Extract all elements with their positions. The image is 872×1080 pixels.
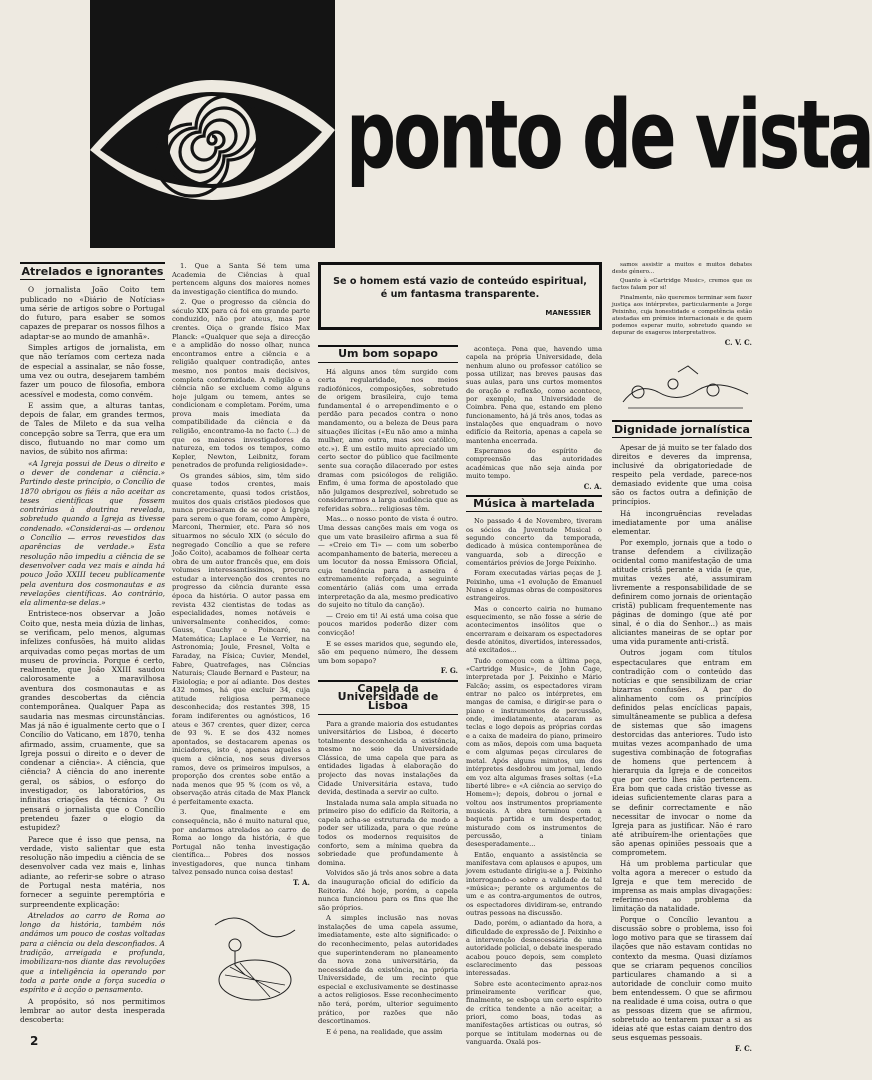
capela-title: Capela da Universidade de Lisboa (318, 680, 458, 715)
musica-title: Música à martelada (466, 495, 602, 512)
cartoon-illustration (618, 362, 753, 414)
musica-paragraph: Tudo começou com a última peça, «Cartridge Music», de John Cage, interpretada por J. Peixinho e Mário Falcão; assim, os espectadores viram entrar no palco os intérpretes, em mangas de camisa, e dirigir-se para o piano e instrumentos de percussão, onde, imediatamente, atacaram as teclas e logo depois as próprias cordas e a caixa de madeira do piano, primeiro com as mãos, depois com uma baqueta e com algumas peças circulares de metal. Após alguns minutos, um dos intérpretes desdobrou um jornal, lendo em voz alta algumas frases soltas («La liberté libre» e «A ciência ao serviço do Homem»); depois, dobrou o jornal e voltou aos instrumentos propriamente musicais. A obra terminou com a baqueta partida e um despertador, misturado com os instrumentos de percussão, a tiniam desesperadamente... (466, 656, 602, 849)
article-dignidade (612, 420, 752, 1057)
capela-paragraph: Para a grande maioria dos estudantes universitários de Lisboa, é decerto totalmente desconhecida a existência, mesmo no seio da Universidade Clássica, de uma capela que para as entidades ligadas à elaboração do projecto das novas instalações da Cidade Universitária estava, tudo devida, destinada a servir ao culto. (318, 719, 458, 797)
quote-box (318, 262, 602, 330)
article-musica-continued (612, 262, 752, 351)
col3b-signature: C. A. (583, 481, 602, 491)
quote-author: MANESSIER (545, 309, 591, 317)
atrelados-paragraph: E assim que, a alturas tantas, depois de falar, em grandes termos, de Tales de Mileto e da sua velha concepção sobre sa Terra, que era um disco, flutuando no mar como um navios, de súbito nos afirma: (20, 400, 165, 457)
dignidade-paragraph: Há incongruências reveladas imediatamente por uma análise elementar. (612, 508, 752, 536)
sopapo-paragraph: — Creio em ti! Ai está uma coisa que poucos maridos poderão dizer com convicção! (318, 611, 458, 637)
atrelados-paragraph: O jornalista João Coito tem publicado no «Diário de Notícias» uma série de artigos sobre o Portugal do futuro, para esaber se somos capazes de preparar os nossos filhos a adaptar-se ao mundo de amanhã». (20, 285, 165, 341)
eye-spiral-logo (90, 0, 335, 248)
dignidade-paragraph: Há um problema particular que volta agora a merecer o estudo da Igreja e que tem merecido de imprensa as mais amplas divagações: referimo-nos ao problema da limitação da natalidade. (612, 858, 752, 914)
musica-paragraph: Sobre este acontecimento apraz-nos primeiramente verificar que, finalmente, se esboça um certo espírito de crítica tendente a não aceitar, a priori, como boas, todas as manifestações artísticas ou outras, só porque se intitulam modernas ou de vanguarda. Oxalá pos- (466, 979, 602, 1047)
col2-paragraph: 2. Que o progresso da ciência do século XIX para cá foi em grande parte conduzido, não por ateus, mas por crentes. Oiça o grande físico Max Planck: «Qualquer que seja a direcção e a amplidão do nosso olhar, nunca encontramos entre a ciência e a religião qualquer contradição, antes mesmo, nos pontos mais decisivos, completa conformidade. A religião e a ciência não se excluem como alguns hoje julgam ou temem, antes se condicionam e completam. Porém, uma prova mais imediata da compatibilidade da ciência e da religião, encontramo-la no facto (...) de que os maiores investigadores da natureza, em todos os tempos, como Kepler, Newton, Leibnitz, foram penetrados de profunda religiosidade». (172, 298, 310, 470)
eye-icon (90, 0, 335, 248)
sketch-illustration (205, 905, 305, 1020)
musica-paragraph: Então, enquanto a assistência se manifestava com aplausos e apupos, um jovem estudante dirigiu-se a J. Peixinho interrogando-o sobre a validade de tal «música»; perante os argumentos de um e as contra-argumentos de outros, os espectadores dividiram-se, entrando outras pessoas na discussão. (466, 850, 602, 917)
musica-paragraph: No passado 4 de Novembro, tiveram os sócios da Juventude Musical o segundo concerto da temporada, dedicado à música contemporânea de vanguarda, sob a direcção e comentários prévios de Jorge Peixinho. (466, 517, 602, 567)
col2-paragraph: 1. Que a Santa Sé tem uma Academia de Ciências à qual pertencem alguns dos maiores nomes da investigação científica do mundo. (172, 262, 310, 296)
col3b-paragraph: aconteça. Pena que, havendo uma capela na própria Universidade, dela nenhum aluno ou professor católico se possa utilizar, nas breves pausas das suas aulas, para uns curtos momentos de oração e reflexão, como acontece, por exemplo, na Universidade de Coimbra. Pena que, estando em pleno funcionamento, há já três anos, todas as instalações que enquadram o novo edifício da Reitoria, apenas a capela se mantenha encerrada. (466, 345, 602, 445)
dignidade-paragraph: Por exemplo, jornais que a todo o transe defendem a civilização ocidental como manifestação de uma atitude cristã perante a vida (e que, muitas vezes até, assumiram livremente a responsabilidade de se definirem como jornais de orientação cristã) publicam frequentemente nas páginas de domingo (que até por sinal, é o dia do Senhor...) as mais aliciantes maneiras de se optar por uma vida puramente anti-cristã. (612, 537, 752, 647)
atrelados-quote: «A Igreja possui de Deus o direito e o dever de condenar a ciência.» Partindo deste princípio, o Concílio de 1870 obrigou os fiéis a não aceitar as teses científicas que fossem contrárias à doutrina revelada, sobretudo quando a Igreja as tivesse condenado. «Considerai-as — ordenou o Concílio — erros revestidos das aparências de verdade.» Esta resolução não impediu a ciência de se desenvolver cada vez mais e ainda há pouco João XXIII teceu publicamente pela aventura dos cosmonautas e as revelações científicas. Ao contrário, ela alimenta-se delas.» (20, 458, 165, 608)
atrelados-paragraph: Simples artigos de jornalista, em que não teríamos com certeza nada de especial a assinalar, se não fosse, uma vez ou outra, desejarem também fazer um pouco de filosofia, embora acessível e modesta, como convém. (20, 343, 165, 399)
sopapo-paragraph: Mas... o nosso ponto de vista é outro. Uma dessas canções mais em voga os que um vate brasileiro afirma a sua fé — «Creio em Ti» — com um soberbo acompanhamento de bateria, mereceu a um locutor da nossa Emissora Oficial, cuja tendência para a asneira é extremamente reforçada, a seguinte comentário (aliás com uma errada interpretação da ala, mesmo predicativo do sujeito no título da canção). (318, 515, 458, 610)
atrelados-quote: Atrelados ao carro de Roma ao longo da história, também nós andámos um pouco de costas voltadas para a ciência ou dela desconfiados. A tradição, arreigada e profunda, imobilizara-nos diante das revoluções que a inteligência ia operando por toda a parte onde a força sucedia o espírito e à acção o pensamento. (20, 910, 165, 995)
atrelados-paragraph: Parece que é isso que pensa, na verdade, visto salientar que esta resolução não impediu a ciência de se desenvolver cada vez mais e, linhas adiante, ao referir-se sobre o atraso de Portugal nesta matéria, nos fornecer a seguinte peremptória e surpreendente explicação: (20, 834, 165, 909)
col3b-paragraph: Esperamos do espírito de compreensão das autoridades académicas que não seja ainda por muito tempo. (466, 447, 602, 481)
dignidade-signature: F. C. (734, 1044, 752, 1054)
col2-paragraph: 3. Que, finalmente e em consequência, não é muito natural que, por andarmos atrelados ao carro de Roma ao longo da história, é que Portugal não tenha investigação científica... Pobres dos nossos investigadores, que nunca tinham talvez pensado nunca coisa destas! (172, 808, 310, 877)
col4-paragraph: Finalmente, não queremos terminar sem fazer justiça aos intérpretes, particularmente a Jorge Peixinho, cuja honestidade e competência estão atestadas em prémios internacionais e de quem podemos esperar muito, sobretudo quando se depurar de exageros interpretativos. (612, 294, 752, 337)
masthead-title: ponto de vista (346, 79, 872, 191)
article-atrelados-continued (172, 262, 310, 892)
musica-paragraph: Foram executadas várias peças de J. Peixinho, uma «1 evolução de Emanuel Nunes e algumas obras de compositores estrangeiros. (466, 569, 602, 603)
capela-paragraph: E é pena, na realidade, que assim (326, 1027, 443, 1036)
atrelados-paragraph: Entristece-nos observar a João Coito que, nesta meia dúzia de linhas, se verificam, pelo menos, algumas infelizes confusões, há muito alidas arquivadas como peças mortas de um museu de província. Porque é certo, realmente, que João XXIII saudou calorosamente a maravilhosa aventura dos cosmonautas e as grandes descobertas da ciência contemporânea. Qualquer Papa as saudaria nas mesmas circunstâncias. Mas já não é igualmente certo que o I Concílio do Vaticano, em 1870, tenha afirmado, assim, cruamente, que sa Igreja possui o direito e o dever de condenar a ciência». A ciência, que ciência? A ciência do ano inerente geral, os sábios, o esforço do investigador, os laboratórios, as infinitas criações da técnica ? Ou pensará o jornalista que o Concílio pretendeu fazer o elogio da estupidez? (20, 609, 165, 833)
capela-paragraph: Volvidos são já três anos sobre a data da inauguração oficial do edifício da Reitoria. Até hoje, porém, a capela nunca funcionou para os fins que lhe são próprios. (318, 869, 458, 912)
atrelados-title: Atrelados e ignorantes (20, 262, 165, 280)
musica-paragraph: Dado, porém, o adiantado da hora, a dificuldade de expressão de J. Peixinho e a intervenção desnecessária de uma autoridade policial, o debate inesperado acabou pouco depois, sem completo esclarecimento das pessoas interessadas. (466, 919, 603, 978)
atrelados-paragraph: A propósito, só nos permitimos lembrar ao autor desta inesperada descoberta: (20, 996, 165, 1025)
sopapo-signature: F. G. (440, 666, 458, 676)
col4-paragraph: Quanto à «Cartridge Music», cremos que os factos falam por si! (612, 278, 752, 292)
dignidade-title: Dignidade jornalística (612, 420, 752, 438)
sopapo-paragraph: Há alguns anos têm surgido com certa regularidade, nos meios radiofónicos, composições, sobretudo de origem brasileira, cujo tema fundamental é o arrependimento e o perdão para pecados contra o nono mandamento, ou a beleza de Deus para situações ilícitas («Eu não amo a minha mulher, amo outra, mas sou católico, etc.»). É um estilo muito apreciado um certo sector do público que facilmente sente sua coração dilacerado por estes dramas com psicólogos de religião. Enfim, é uma forma de apostolado que não julgamos desprezível, sobretudo se considerarmos a larga audiência que as referidas sobra... religiosas têm. (318, 367, 458, 513)
article-sopapo (318, 345, 458, 1038)
sopapo-paragraph: E se esses maridos que, segundo ele, são em pequeno número, lhe dessem um bom sopapo? (318, 639, 458, 665)
col2-signature: T. A. (292, 878, 310, 888)
dignidade-paragraph: Outros jogam com títulos espectaculares que entram em contradição com o conteúdo das notícias e que sensibilizam de criar bizarras confusões. A par do alinhamento com os princípios definidos pelas encíclicas papais, simultâneamente se publica a defesa de sistemas que são imagens destorcidas das anteriores. Tudo isto muitas vezes acompanhado de uma sugestiva combinação de fotografias de homens que pertencem à hierarquia da Igreja e de conceitos que por certo lhes não pertencem. Era bom que cada cristão tivesse as ideias suficientemente claras para a se definir correctamente e não necessitar de invocar o nome da Igreja para as justificar. Não é raro até atribuírem-lhe orientações que são apenas opiniões pessoais que a comprometem. (612, 648, 752, 857)
capela-paragraph: Instalada numa sala ampla situada no primeiro piso do edifício da Reitoria, a capela acha-se estruturada de modo a poder ser utilizada, para o que reúne todos os modernos requisitos de conforto, sem a mínima quebra da sobriedade que profundamente à domina. (318, 798, 458, 867)
article-atrelados (20, 262, 165, 1026)
sopapo-title: Um bom sopapo (318, 345, 458, 363)
quote-text: Se o homem está vazio de conteúdo espiritual, é um fantasma transparente. (333, 276, 587, 300)
article-capela-continued (466, 345, 602, 1049)
musica-paragraph: Mas o concerto cairia no humano esquecimento, se não fosse a série de acontecimentos insólitos que o encerraram e deixaram os espectadores desde atónitos, divertidos, interessados, até excitados... (466, 604, 602, 655)
col4-signature: C. V. C. (724, 338, 752, 348)
capela-paragraph: A simples inclusão nas novas instalações de uma capela assume, imediatamente, este alto significado: o do reconhecimento, pelas autoridades que superintenderam no planeamento da nova zona universitária, da necessidade da existência, na própria Universidade, de um recinto que especial e exclusivamente se destinasse a actos religiosos. Esse reconhecimento não terá, porém, ulterior seguimento prático, por razões que não descortinamos. (318, 914, 458, 1026)
page-number: 2 (30, 1034, 39, 1048)
dignidade-paragraph: Apesar de já muito se ter falado dos direitos e deveres da imprensa, inclusivé da obrigatoriedade de respeito pela verdade, parece-nos demasiado evidente que uma coisa são os factos outra a definição de princípios. (612, 443, 752, 507)
col2-paragraph: Os grandes sábios, sim, têm sido quase todos crentes, mais concretamente, quasi todos cristãos, muitos dos quais cristãos piedosos que nunca precisaram de se opor à Igreja para serem o que foram, como Ampère, Marconi, Thermier, etc. Para só nos situarmos no século XIX (o século do negregado Concílio a que se refere João Coito), acabamos de folhear certa obra de um autor francês que, em dois volumes interessantíssimos, procura estudar a intervenção dos crentes no progresso da ciência durante essa época da história. O autor passa em revista 432 cientistas de todas as especialidades, nomes notáveis e universalmente conhecidos, como: Gauss, Cauchy e Poincaré, na Matemática; Laplace e Le Verrier, na Astronomia; Joule, Fresnel, Volta e Faraday, na Física; Cuvier, Mendel, Fabre, Quatrefages, nas Ciências Naturais; Claude Bernard e Pasteur, na Fisiologia; e por aí adiante. Dos destes 432 nomes, há que excluir 34, cuja atitude religiosa permanece desconhecida; dos restantes 398, 15 foram indiferentes ou agnósticos, 16 ateus e 367 crentes, quer dizer, cerca de 93 %. E se dos 432 nomes apontados, se destacarem apenas os iniciadores, isto é, apenas aqueles a quem a ciência, nos seus diversos ramos, deve os primeiros impulsos, a proporção dos crentes sobe então a nada menos que 95 % (com os vê, a observação atrás citada de Max Planck é perfeitamente exacta. (172, 471, 310, 806)
dignidade-paragraph: Porque o Concílio levantou a discussão sobre o problema, isso foi logo motivo para que se tirassem daí ilações que não estavam contidas no contexto da mesma. Quasi dizíamos que se criaram pequenos concílios particulares chamando a si a autoridade de concluir como muito bem entendessem. O que se afirmou na realidade é uma coisa, outra o que as pessoas dizem que se afirmou, sobretudo ao tentarem puxar a si as ideias até que estas caiam dentro dos seus esquemas pessoais. (612, 915, 752, 1043)
col4-paragraph: samos assistir a muitos e muitos debates deste género... (612, 262, 752, 276)
